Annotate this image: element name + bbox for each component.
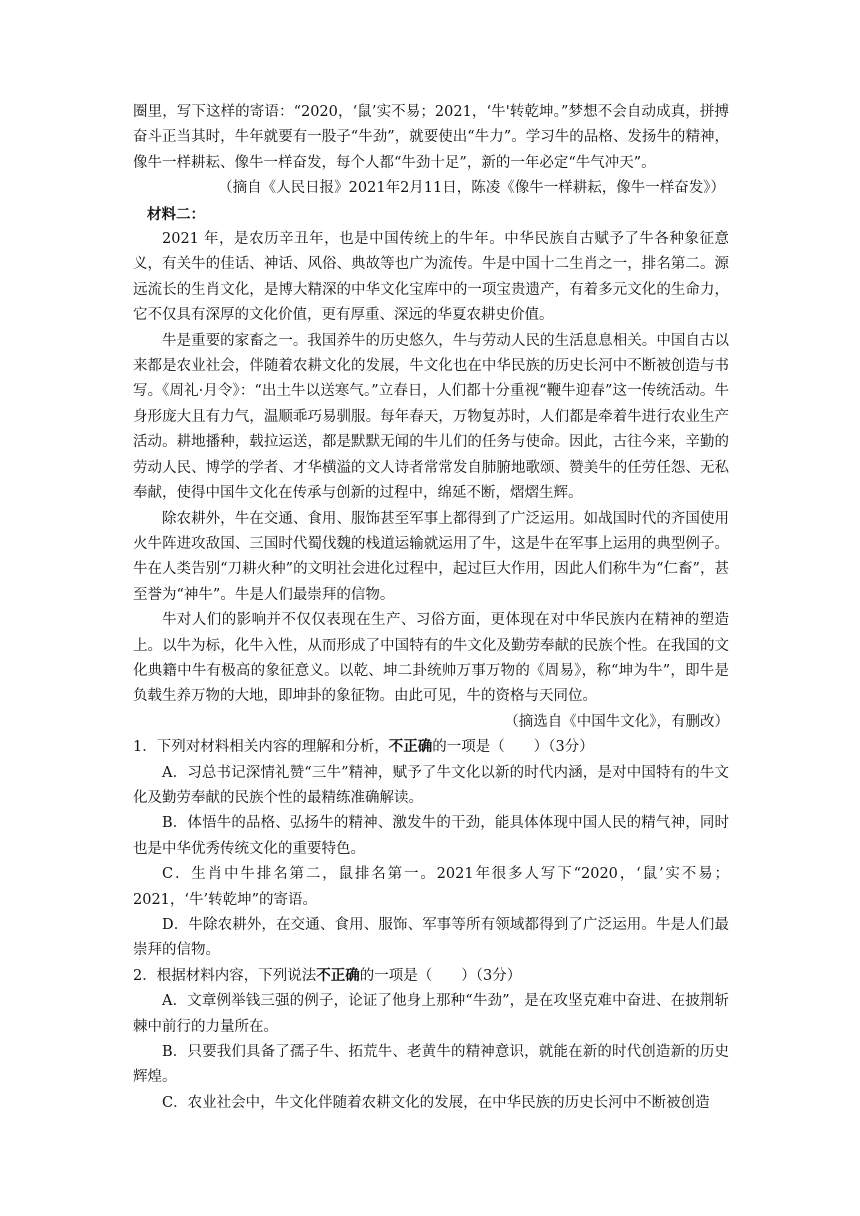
material-two-source: （摘选自《中国牛文化》，有删改） bbox=[504, 713, 729, 730]
material-two-heading: 材料二： bbox=[147, 205, 205, 223]
question-emphasis: 不正确 bbox=[316, 967, 360, 984]
material-one-source: （摘自《人民日报》2021年2月11日，陈凌《像牛一样耕耘，像牛一样奋发》） bbox=[218, 180, 725, 197]
material-two-paragraph: 牛是重要的家畜之一。我国养牛的历史悠久，牛与劳动人民的生活息息相关。中国自古以来都是农业社会，伴随着农耕文化的发展，牛文化也在中华民族的历史长河中不断被创造与书写。《周礼·月令》：“出土牛以送寒气。”立春日，人们都十分重视“鞭牛迎春”这一传统活动。牛身形庞大且有力气，温顺乖巧易驯服。每年春天，万物复苏时，人们都是牵着牛进行农业生产活动。耕地播种，载拉运送，都是默默无闻的牛儿们的任务与使命。因此，古往今来，辛勤的劳动人民、博学的学者、才华横溢的文人诗者常常发自肺腑地歌颂、赞美牛的任劳任怨、无私奉献，使得中国牛文化在传承与创新的过程中，绵延不断，熠熠生辉。 bbox=[133, 332, 729, 502]
question-2-stem bbox=[133, 964, 729, 989]
question-2-option-a: A．文章例举钱三强的例子，论证了他身上那种“牛劲”，是在攻坚克难中奋进、在披荆斩棘中前行的力量所在。 bbox=[133, 993, 729, 1035]
question-1-option-d: D．牛除农耕外，在交通、食用、服饰、军事等所有领域都得到了广泛运用。牛是人们最崇拜的信物。 bbox=[133, 917, 729, 959]
question-2-option-b: B．只要我们具备了孺子牛、拓荒牛、老黄牛的精神意识，就能在新的时代创造新的历史辉煌。 bbox=[133, 1044, 729, 1086]
material-two-paragraph: 除农耕外，牛在交通、食用、服饰甚至军事上都得到了广泛运用。如战国时代的齐国使用火牛阵进攻敌国、三国时代蜀伐魏的栈道运输就运用了牛，这是牛在军事上运用的典型例子。牛在人类告别“刀耕火种”的文明社会进化过程中，起过巨大作用，因此人们称牛为“仁畜”，甚至誉为“神牛”。牛是人们最崇拜的信物。 bbox=[133, 510, 729, 603]
question-stem-text: 1．下列对材料相关内容的理解和分析， bbox=[133, 739, 389, 756]
question-1-option-c: C．生肖中牛排名第二，鼠排名第一。2021年很多人写下“2020，‘鼠’实不易；2021，‘牛’转乾坤”的寄语。 bbox=[133, 866, 729, 908]
question-2-option-c: C．农业社会中，牛文化伴随着农耕文化的发展，在中华民族的历史长河中不断被创造 bbox=[162, 1094, 710, 1111]
material-two-paragraph: 牛对人们的影响并不仅仅表现在生产、习俗方面，更体现在对中华民族内在精神的塑造上。以牛为标，化牛入性，从而形成了中国特有的牛文化及勤劳奉献的民族个性。在我国的文化典籍中牛有极高的象征意义。以乾、坤二卦统帅万事万物的《周易》，称“坤为牛”，即牛是负载生养万物的大地，即坤卦的象征物。由此可见，牛的资格与天同位。 bbox=[133, 612, 729, 705]
question-stem-text: 2．根据材料内容，下列说法 bbox=[133, 967, 317, 984]
question-1-option-a: A．习总书记深情礼赞“三牛”精神，赋予了牛文化以新的时代内涵，是对中国特有的牛文化及勤劳奉献的民族个性的最精练准确解读。 bbox=[133, 764, 729, 806]
material-two-paragraph: 2021 年，是农历辛丑年，也是中国传统上的牛年。中华民族自古赋予了牛各种象征意义，有关牛的佳话、神话、风俗、典故等也广为流传。牛是中国十二生肖之一，排名第二。源远流长的生肖文化，是博大精深的中华文化宝库中的一项宝贵遗产，有着多元文化的生命力，它不仅具有深厚的文化价值，更有厚重、深远的华夏农耕史价值。 bbox=[133, 231, 729, 324]
question-1-option-b: B．体悟牛的品格、弘扬牛的精神、激发牛的干劲，能具体体现中国人民的精气神，同时也是中华优秀传统文化的重要特色。 bbox=[133, 815, 729, 857]
material-one-tail: 圈里，写下这样的寄语：“2020，‘鼠’实不易；2021，‘牛'转乾坤。”梦想不会自动成真，拼搏奋斗正当其时，牛年就要有一股子“牛劲”，就要使出“牛力”。学习牛的品格、发扬牛的精神，像牛一样耕耘、像牛一样奋发，每个人都“牛劲十足”，新的一年必定“牛气冲天”。 bbox=[133, 104, 729, 171]
question-stem-text: 的一项是（ ）（3分） bbox=[432, 739, 594, 756]
question-1-stem bbox=[133, 735, 729, 760]
text-column bbox=[133, 100, 729, 1116]
question-stem-text: 的一项是（ ）（3分） bbox=[359, 967, 522, 984]
question-emphasis: 不正确 bbox=[388, 739, 433, 756]
